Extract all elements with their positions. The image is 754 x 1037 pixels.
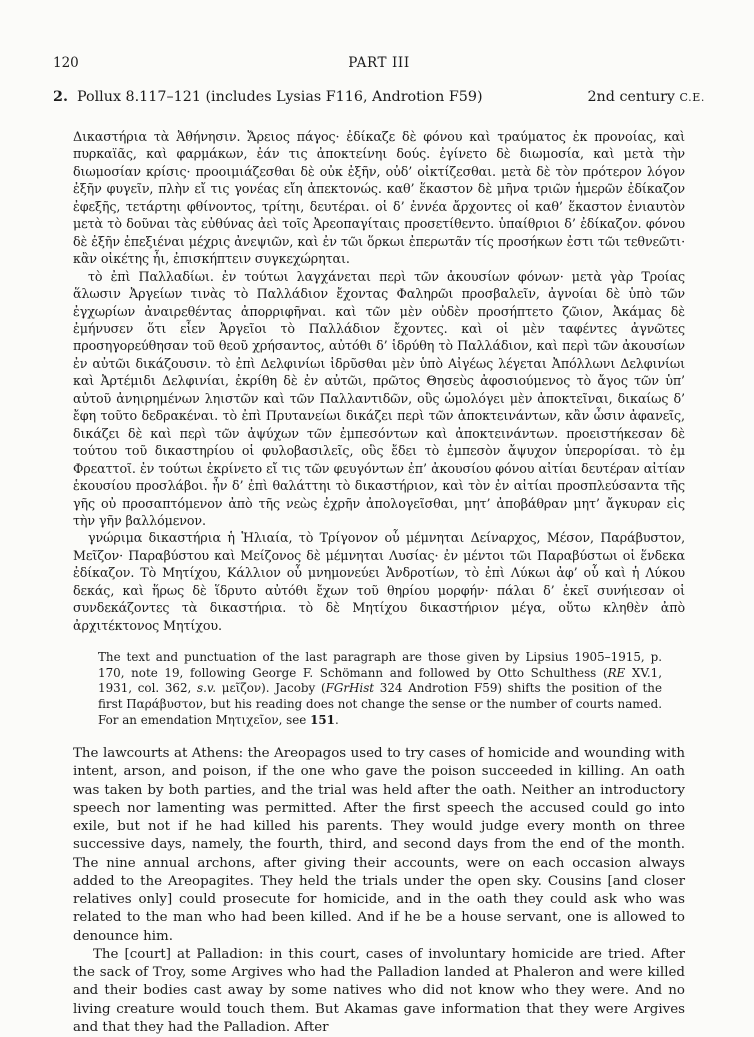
source-heading: [53, 89, 705, 105]
text: μεῖζον). Jacoby (: [216, 681, 326, 696]
source-citation: [53, 89, 483, 105]
running-head: [53, 55, 705, 72]
date-text: 2nd century: [587, 89, 675, 105]
italic-text: FGrHist: [325, 681, 375, 696]
page-number: 120: [53, 55, 79, 71]
text: XV.1, 1931, col. 362,: [98, 665, 662, 696]
paragraph: The lawcourts at Athens: the Areopagos used to try cases of homicide and wounding with intent, arson, and poison, if the one who gave the poison succeeded in killing. An oath was taken by both parties, and the trial was held after the oath. Neither an introductory speech nor lamenting was permitted. After the first speech the accused could go into exile, but not if he had killed his parents. They would judge every month on three successive days, namely, the fourth, third, and second days from the end of the month. The nine annual archons, after giving their accounts, were on each occasion always added to the Areopagites. They held the trials under the open sky. Cousins [and closer relatives only] could prosecute for homicide, and in the oath they could ask who was related to the man who had been killed. And if he be a house servant, one is allowed to denounce him.: [73, 746, 685, 944]
italic-text: RE: [607, 665, 626, 680]
translation-text: [73, 745, 685, 1037]
citation-text: Pollux 8.117–121 (includes Lysias F116, Androtion F59): [76, 89, 483, 105]
italic-text: s.v.: [197, 681, 217, 696]
bold-text: 151: [310, 712, 335, 727]
source-date: [587, 89, 705, 105]
paragraph: Δικαστήρια τὰ Ἀθήνησιν. Ἄρειος πάγος· ἐδίκαζε δὲ φόνου καὶ τραύματος ἐκ προνοίας, καὶ πυρκαϊᾶς, καὶ φαρμάκων, ἐάν τις ἀποκτείνηι δούς. ἐγίνετο δὲ διωμοσία, καὶ μετὰ τὴν διωμοσίαν κρίσις· προοιμιάζεσθαι δὲ οὐκ ἐξῆν, οὐδ’ οἰκτίζεσθαι. μετὰ δὲ τὸν πρότερον λόγον ἐξῆν φυγεῖν, πλὴν εἴ τις γονέας εἴη ἀπεκτονώς. καθ’ ἕκαστον δὲ μῆνα τριῶν ἡμερῶν ἐδίκαζον ἐφεξῆς, τετάρτηι φθίνοντος, τρίτηι, δευτέραι. οἱ δ’ ἐννέα ἄρχοντες οἱ καθ’ ἕκαστον ἐνιαυτὸν μετὰ τὸ δοῦναι τὰς εὐθύνας ἀεὶ τοῖς Ἀρεοπαγίταις προσετίθεντο. ὑπαίθριοι δ’ ἐδίκαζον. φόνου δὲ ἐξῆν ἐπεξιέναι μέχρις ἀνεψιῶν, καὶ ἐν τῶι ὅρκωι ἐπερωτᾶν τίς προσήκων ἐστι τῶι τεθνεῶτι· κἂν οἰκέτης ἦι, ἐπισκήπτειν συγκεχώρηται.: [73, 129, 685, 267]
paragraph: γνώριμα δικαστήρια ἡ Ἡλιαία, τὸ Τρίγονον οὗ μέμνηται Δείναρχος, Μέσον, Παράβυστον, Μεῖζον· Παραβύστου καὶ Μείζονος δὲ μέμνηται Λυσίας· ἐν μέντοι τῶι Παραβύστωι οἱ ἕνδεκα ἐδίκαζον. Τὸ Μητίχου, Κάλλιον οὗ μνημονεύει Ἀνδροτίων, τὸ ἐπὶ Λύκωι ἀφ’ οὗ καὶ ἡ Λύκου δεκάς, καὶ ἥρως δὲ ἵδρυτο αὐτόθι ἔχων τοῦ θηρίου μορφήν· πάλαι δ’ ἐκεῖ συνήιεσαν οἱ συνδεκάζοντες τὰ δικαστήρια. τὸ δὲ Μητίχου δικαστήριον μέγα, οὕτω κληθὲν ἀπὸ ἀρχιτέκτονος Μητίχου.: [73, 530, 685, 633]
text: 324 Androtion F59) shifts the position of the first Παράβυστον, but his reading does not change the sense or the number of courts named. For an emendation Μητιχεῖον, see: [98, 681, 662, 727]
text: .: [334, 712, 339, 727]
editorial-note: [98, 650, 662, 728]
text: The text and punctuation of the last paragraph are those given by Lipsius 1905–1915, p. 170, note 19, following George F. Schömann and followed by Otto Schulthess (: [98, 650, 662, 680]
part-title: PART III: [348, 55, 410, 71]
item-number: 2.: [53, 89, 68, 105]
paragraph: The [court] at Palladion: in this court, cases of involuntary homicide are tried. After the sack of Troy, some Argives who had the Palladion landed at Phaleron and were killed and their bodies cast away by some natives who did not know who they were. And no living creature would touch them. But Akamas gave information that they were Argives and that they had the Palladion. After: [73, 946, 685, 1035]
paragraph: τὸ ἐπὶ Παλλαδίωι. ἐν τούτωι λαγχάνεται περὶ τῶν ἀκουσίων φόνων· μετὰ γὰρ Τροίας ἅλωσιν Ἀργείων τινὰς τὸ Παλλάδιον ἔχοντας Φαληρῶι προσβαλεῖν, ἀγνοίαι δὲ ὑπὸ τῶν ἐγχωρίων ἀναιρεθέντας ἀπορριφῆναι. καὶ τῶν μὲν οὐδὲν προσήπτετο ζῶιον, Ἀκάμας δὲ ἐμήνυσεν ὅτι εἶεν Ἀργεῖοι τὸ Παλλάδιον ἔχοντες. καὶ οἱ μὲν ταφέντες ἀγνῶτες προσηγορεύθησαν τοῦ θεοῦ χρήσαντος, αὐτόθι δ’ ἱδρύθη τὸ Παλλάδιον, καὶ περὶ τῶν ἀκουσίων ἐν αὐτῶι δικάζουσιν. τὸ ἐπὶ Δελφινίωι ἱδρῦσθαι μὲν ὑπὸ Αἰγέως λέγεται Ἀπόλλωνι Δελφινίωι καὶ Ἀρτέμιδι Δελφινίαι, ἐκρίθη δὲ ἐν αὐτῶι, πρῶτος Θησεὺς ἀφοσιούμενος τὸ ἄγος τῶν ὑπ’ αὐτοῦ ἀνηιρημένων ληιστῶν καὶ τῶν Παλλαντιδῶν, οὓς ὡμολόγει μὲν ἀποκτεῖναι, δικαίως δ’ ἔφη τοῦτο δεδρακέναι. τὸ ἐπὶ Πρυτανείωι δικάζει περὶ τῶν ἀποκτεινάντων, κἂν ὦσιν ἀφανεῖς, δικάζει δὲ καὶ περὶ τῶν ἀψύχων τῶν ἐμπεσόντων καὶ ἀποκτεινάντων. προειστήκεσαν δὲ τούτου τοῦ δικαστηρίου οἱ φυλοβασιλεῖς, οὓς ἔδει τὸ ἐμπεσὸν ἄψυχον ὑπερορίσαι. τὸ ἐμ Φρεαττοῖ. ἐν τούτωι ἐκρίνετο εἴ τις τῶν φευγόντων ἐπ’ ἀκουσίου φόνου αἰτίαι δευτέραν αἰτίαν ἑκουσίου προσλάβοι. ἦν δ’ ἐπὶ θαλάττηι τὸ δικαστήριον, καὶ τὸν ἐν αἰτίαι προσπλεύσαντα τῆς γῆς οὐ προσαπτόμενον ἀπὸ τῆς νεὼς ἐχρῆν ἀπολογεῖσθαι, μητ’ ἀποβάθραν μητ’ ἄγκυραν εἰς τὴν γῆν βαλλόμενον.: [73, 268, 685, 528]
greek-text: [73, 128, 685, 634]
era-label: C.E.: [679, 91, 705, 104]
